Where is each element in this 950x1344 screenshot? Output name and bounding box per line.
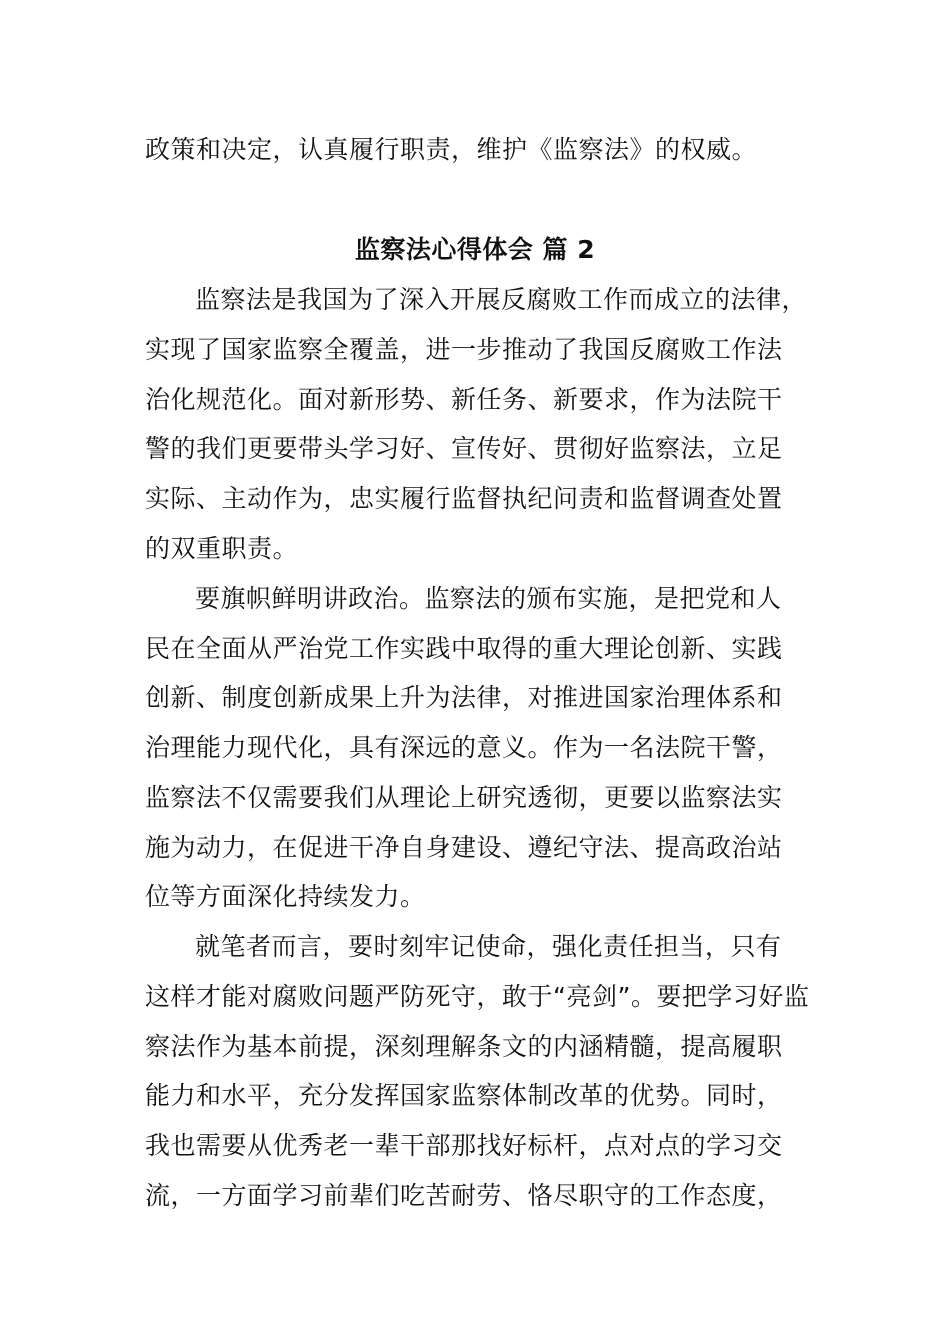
text-line-12: 施为动力，在促进干净自身建设、遵纪守法、提高政治站 xyxy=(145,833,783,862)
text-line-13: 位等方面深化持续发力。 xyxy=(145,882,426,911)
text-line-3: 治化规范化。面对新形势、新任务、新要求，作为法院干 xyxy=(145,385,783,414)
text-line-16: 察法作为基本前提，深刻理解条文的内涵精髓，提高履职 xyxy=(145,1032,783,1061)
text-line-6: 的双重职责。 xyxy=(145,534,299,563)
text-line-5: 实际、主动作为，忠实履行监督执纪问责和监督调查处置 xyxy=(145,484,783,513)
text-line-18: 我也需要从优秀老一辈干部那找好标杆，点对点的学习交 xyxy=(145,1131,783,1160)
text-line-11: 监察法不仅需要我们从理论上研究透彻，更要以监察法实 xyxy=(145,783,783,812)
text-line-1: 监察法是我国为了深入开展反腐败工作而成立的法律， xyxy=(195,285,808,314)
text-line-2: 实现了国家监察全覆盖，进一步推动了我国反腐败工作法 xyxy=(145,335,783,364)
text-line-14: 就笔者而言，要时刻牢记使命，强化责任担当，只有 xyxy=(195,932,782,961)
text-line-15: 这样才能对腐败问题严防死守，敢于“亮剑”。要把学习好监 xyxy=(145,982,810,1011)
text-line-intro-1: 政策和决定，认真履行职责，维护《监察法》的权威。 xyxy=(145,135,758,164)
text-line-9: 创新、制度创新成果上升为法律，对推进国家治理体系和 xyxy=(145,683,783,712)
text-line-17: 能力和水平，充分发挥国家监察体制改革的优势。同时， xyxy=(145,1081,783,1110)
text-line-4: 警的我们更要带头学习好、宣传好、贯彻好监察法，立足 xyxy=(145,434,783,463)
text-line-10: 治理能力现代化，具有深远的意义。作为一名法院干警， xyxy=(145,733,783,762)
text-line-8: 民在全面从严治党工作实践中取得的重大理论创新、实践 xyxy=(145,634,783,663)
text-line-19: 流，一方面学习前辈们吃苦耐劳、恪尽职守的工作态度， xyxy=(145,1181,783,1210)
section-heading: 监察法心得体会 篇 2 xyxy=(354,235,596,264)
text-line-7: 要旗帜鲜明讲政治。监察法的颁布实施，是把党和人 xyxy=(195,584,782,613)
